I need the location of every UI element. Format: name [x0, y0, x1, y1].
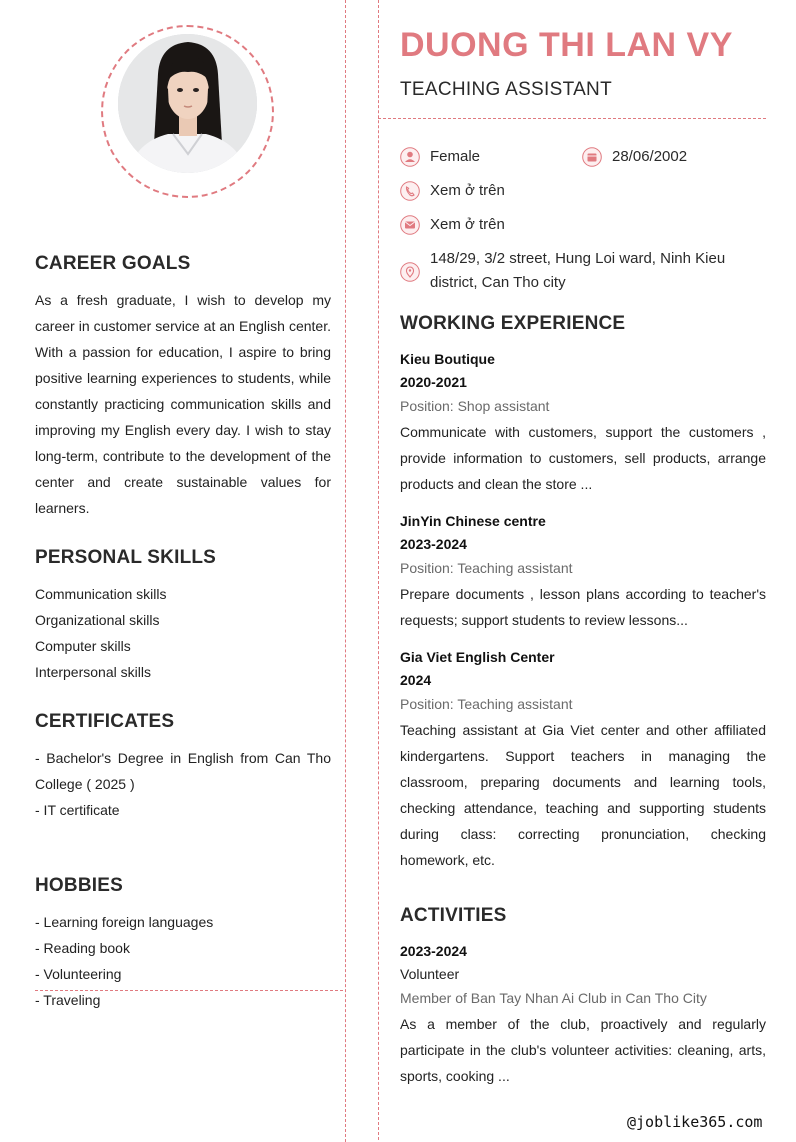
skill-item: Organizational skills — [35, 612, 160, 628]
hobbies-section — [35, 875, 331, 1013]
watermark: @joblike365.com — [627, 1113, 763, 1131]
skill-item: Interpersonal skills — [35, 664, 151, 680]
header-divider — [378, 118, 766, 119]
job-entry — [400, 510, 766, 633]
job-entry — [400, 646, 766, 873]
header — [400, 26, 766, 101]
right-divider-line — [378, 0, 379, 1140]
candidate-role: TEACHING ASSISTANT — [400, 79, 612, 100]
phone-icon — [400, 181, 420, 201]
job-position: Position: Shop assistant — [400, 398, 550, 414]
hobby-item: - Learning foreign languages — [35, 914, 214, 930]
career-goals-heading: CAREER GOALS — [35, 253, 191, 274]
career-goals-section — [35, 253, 331, 521]
gender-row — [400, 145, 480, 169]
address-value: 148/29, 3/2 street, Hung Loi ward, Ninh Kieu district, Can Tho city — [430, 250, 726, 291]
left-divider-line — [345, 0, 346, 1142]
hobby-item: - Traveling — [35, 992, 101, 1008]
certificate-item: - IT certificate — [35, 802, 120, 818]
email-row — [400, 213, 505, 237]
activity-description: As a member of the club, proactively and regularly participate in the club's volunteer activities: cleaning, arts, sports, cooking ... — [400, 1016, 766, 1084]
hobby-item: - Volunteering — [35, 966, 122, 982]
left-bottom-divider — [35, 990, 343, 991]
job-years: 2020-2021 — [400, 374, 467, 390]
job-description: Teaching assistant at Gia Viet center and other affiliated kindergartens. Support teachers in managing the classroom, preparing documents and learning tools, checking attendance, teaching and supporting students during class: correcting pronunciation, checking homework, etc. — [400, 722, 766, 868]
avatar-frame — [101, 25, 274, 198]
job-company: Gia Viet English Center — [400, 649, 555, 665]
email-value[interactable]: Xem ở trên — [430, 216, 505, 233]
birthdate-row — [582, 145, 687, 169]
job-company: Kieu Boutique — [400, 351, 495, 367]
job-position: Position: Teaching assistant — [400, 696, 573, 712]
skill-item: Communication skills — [35, 586, 167, 602]
location-pin-icon — [400, 262, 420, 282]
activities-section — [400, 905, 766, 1089]
certificates-heading: CERTIFICATES — [35, 711, 175, 732]
calendar-icon — [582, 147, 602, 167]
job-years: 2023-2024 — [400, 536, 467, 552]
job-description: Prepare documents , lesson plans according to teacher's requests; support students to review lessons... — [400, 586, 766, 628]
hobbies-heading: HOBBIES — [35, 875, 123, 896]
personal-skills-heading: PERSONAL SKILLS — [35, 547, 217, 568]
mail-icon — [400, 215, 420, 235]
candidate-name: DUONG THI LAN VY — [400, 26, 733, 64]
activity-organization: Member of Ban Tay Nhan Ai Club in Can Tho City — [400, 990, 707, 1006]
personal-skills-section — [35, 547, 331, 685]
activity-years: 2023-2024 — [400, 943, 467, 959]
career-goals-text: As a fresh graduate, I wish to develop my career in customer service at an English center. With a passion for education, I aspire to bring positive learning experiences to students, while constantly practicing communication skills and improving my English every day. I wish to stay long-term, contribute to the development of the center and create sustainable values for learners. — [35, 292, 331, 516]
certificate-item: - Bachelor's Degree in English from Can Tho College ( 2025 ) — [35, 750, 331, 792]
job-years: 2024 — [400, 672, 432, 688]
profile-photo — [118, 34, 257, 173]
activities-heading: ACTIVITIES — [400, 905, 507, 926]
phone-value[interactable]: Xem ở trên — [430, 182, 505, 199]
experience-section — [400, 313, 766, 873]
job-description: Communicate with customers, support the customers , provide information to customers, sell products, arrange products and clean the store ... — [400, 424, 766, 492]
activity-role: Volunteer — [400, 966, 460, 982]
experience-heading: WORKING EXPERIENCE — [400, 313, 626, 334]
job-entry — [400, 348, 766, 497]
gender-value: Female — [430, 148, 481, 165]
phone-row — [400, 179, 505, 203]
address-row — [400, 247, 766, 295]
person-icon — [400, 147, 420, 167]
job-position: Position: Teaching assistant — [400, 560, 573, 576]
hobby-item: - Reading book — [35, 940, 130, 956]
avatar — [118, 34, 257, 173]
birthdate-value: 28/06/2002 — [612, 148, 688, 165]
job-company: JinYin Chinese centre — [400, 513, 546, 529]
skill-item: Computer skills — [35, 638, 131, 654]
certificates-section — [35, 711, 331, 823]
